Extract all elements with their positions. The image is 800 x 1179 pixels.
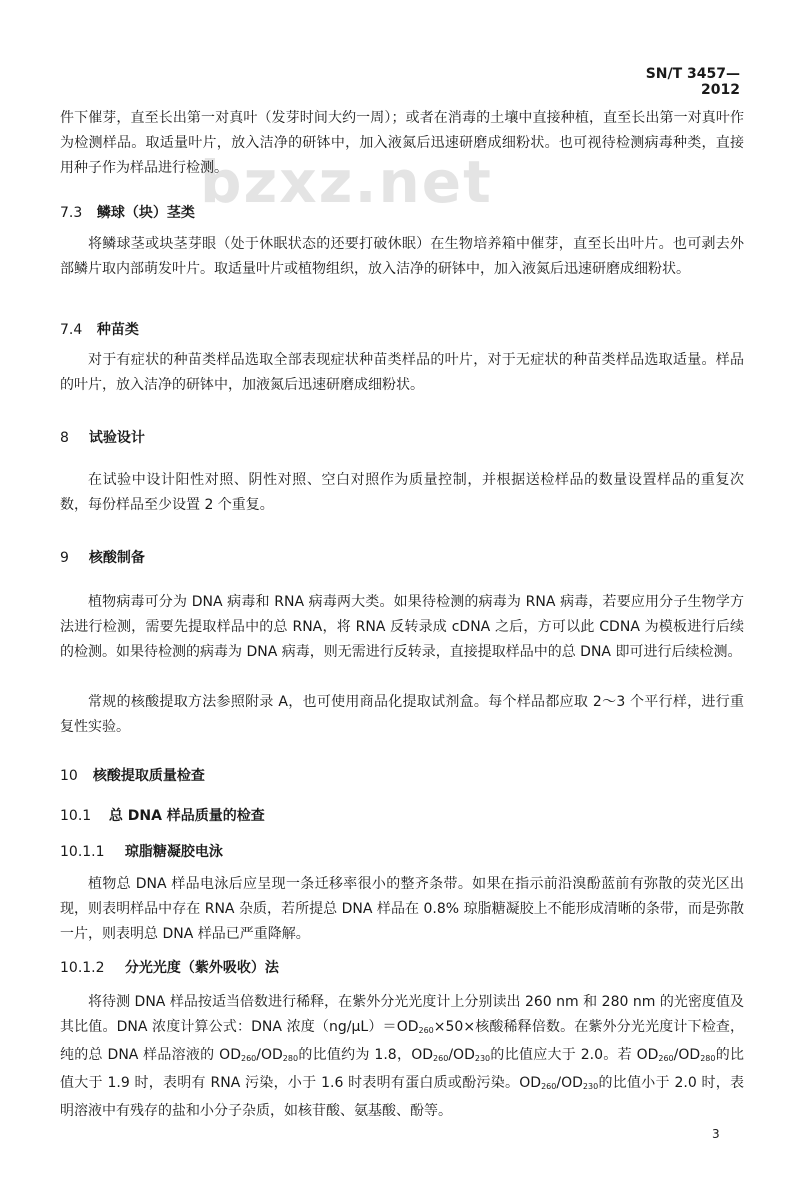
heading-8 [60, 428, 744, 448]
paragraph-text: 对于有症状的种苗类样品选取全部表现症状种苗类样品的叶片，对于无症状的种苗类样品选取适量。样品的叶片，放入洁净的研钵中，加液氮后迅速研磨成细粉状。 [60, 352, 744, 393]
heading-title: 核酸提取质量检查 [92, 768, 205, 784]
heading-number: 9 [60, 550, 69, 566]
heading-number: 10.1.2 [60, 960, 105, 976]
heading-title: 核酸制备 [88, 550, 145, 566]
subscript: 230 [474, 1054, 491, 1063]
text-segment: 的比值约为 1.8，OD [298, 1047, 434, 1063]
heading-number: 7.4 [60, 322, 83, 338]
heading-number: 10.1.1 [60, 844, 105, 860]
paragraph-7-4 [60, 348, 744, 398]
heading-10 [60, 766, 744, 786]
paragraph-9-1 [60, 590, 744, 665]
paragraph-7-3 [60, 232, 744, 282]
subscript: 280 [700, 1054, 716, 1063]
heading-number: 10 [60, 768, 78, 784]
heading-7-3 [60, 203, 744, 223]
paragraph-seed-text: 件下催芽，直至长出第一对真叶（发芽时间大约一周）；或者在消毒的土壤中直接种植，直至长出第一对真叶作为检测样品。取适量叶片，放入洁净的研钵中，加入液氮后迅速研磨成细粉状。也可视待检测病毒种类，直接用种子作为样品进行检测。 [60, 110, 744, 176]
text-segment: 将待测 DNA 样品按适当倍数进行稀释，在紫外分光光度计上分别读出 260 nm 和 280 nm 的光密度值及其比值。DNA 浓度计算公式：DNA 浓度（ng/μL）＝OD [60, 994, 744, 1035]
heading-10-1 [60, 806, 744, 826]
subscript: 280 [282, 1054, 299, 1063]
paragraph-10-1-1 [60, 872, 744, 947]
subscript: 260 [433, 1054, 449, 1063]
heading-title: 种苗类 [96, 322, 139, 338]
text-segment: 的比值应大于 2.0。若 OD [490, 1047, 659, 1063]
heading-title: 琼脂糖凝胶电泳 [124, 844, 223, 860]
heading-7-4 [60, 320, 744, 340]
heading-10-1-1 [60, 842, 744, 862]
subscript: 260 [418, 1026, 434, 1035]
subscript: 260 [541, 1082, 557, 1091]
paragraph-text: 将鳞球茎或块茎芽眼（处于休眠状态的还要打破休眠）在生物培养箱中催芽，直至长出叶片。也可剥去外部鳞片取内部萌发叶片。取适量叶片或植物组织，放入洁净的研钵中，加入液氮后迅速研磨成细粉状。 [60, 236, 744, 277]
paragraph-text: 植物病毒可分为 DNA 病毒和 RNA 病毒两大类。如果待检测的病毒为 RNA 病毒，若要应用分子生物学方法进行检测，需要先提取样品中的总 RNA，将 RNA 反转录成 cDNA 之后，方可以此 CDNA 为模板进行后续的检测。如果待检测的病毒为 DNA 病毒，则无需进行反转录，直接提取样品中的总 DNA 即可进行后续检测。 [60, 594, 744, 660]
subscript: 260 [658, 1054, 674, 1063]
paragraph-8 [60, 468, 744, 518]
page-number: 3 [712, 1127, 720, 1141]
paragraph-text: 植物总 DNA 样品电泳后应呈现一条迁移率很小的整齐条带。如果在指示前沿溴酚蓝前有弥散的荧光区出现，则表明样品中存在 RNA 杂质，若所提总 DNA 样品在 0.8% 琼脂糖凝胶上不能形成清晰的条带，而是弥散一片，则表明总 DNA 样品已严重降解。 [60, 876, 744, 942]
paragraph-9-2 [60, 690, 744, 740]
document-code: SN/T 3457—2012 [645, 66, 740, 98]
text-segment: /OD [448, 1047, 475, 1063]
heading-title: 分光光度（紫外吸收）法 [124, 960, 279, 976]
watermark: bzxz.net [200, 148, 493, 216]
heading-10-1-2 [60, 958, 744, 978]
text-segment: 的比值小于 2.0 时，表明溶液中有残存的盐和小分子杂质，如核苷酸、氨基酸、酚等。 [60, 1075, 745, 1119]
heading-title: 鳞球（块）茎类 [96, 205, 195, 221]
paragraph-10-1-2 [60, 990, 744, 1124]
heading-number: 8 [60, 430, 69, 446]
heading-title: 试验设计 [88, 430, 145, 446]
heading-number: 10.1 [60, 808, 92, 824]
text-segment: 的比值大于 1.9 时，表明有 RNA 污染，小于 1.6 时表明有蛋白质或酚污染。OD [60, 1047, 745, 1091]
paragraph-seed [60, 106, 744, 181]
text-segment: /OD [556, 1075, 583, 1091]
heading-title: 总 DNA 样品质量的检查 [108, 808, 265, 824]
paragraph-text [60, 990, 744, 1124]
paragraph-text: 常规的核酸提取方法参照附录 A，也可使用商品化提取试剂盒。每个样品都应取 2～3 个平行样，进行重复性实验。 [60, 694, 744, 735]
paragraph-text: 在试验中设计阳性对照、阴性对照、空白对照作为质量控制，并根据送检样品的数量设置样品的重复次数，每份样品至少设置 2 个重复。 [60, 472, 744, 513]
subscript: 230 [582, 1082, 599, 1091]
text-segment: ×50×核酸稀释倍数。在紫外分光光度计下检查，纯的总 DNA 样品溶液的 OD [60, 1019, 745, 1063]
subscript: 260 [240, 1054, 257, 1063]
heading-number: 7.3 [60, 205, 83, 221]
heading-9 [60, 548, 744, 568]
text-segment: /OD [673, 1047, 701, 1063]
text-segment: /OD [256, 1047, 283, 1063]
